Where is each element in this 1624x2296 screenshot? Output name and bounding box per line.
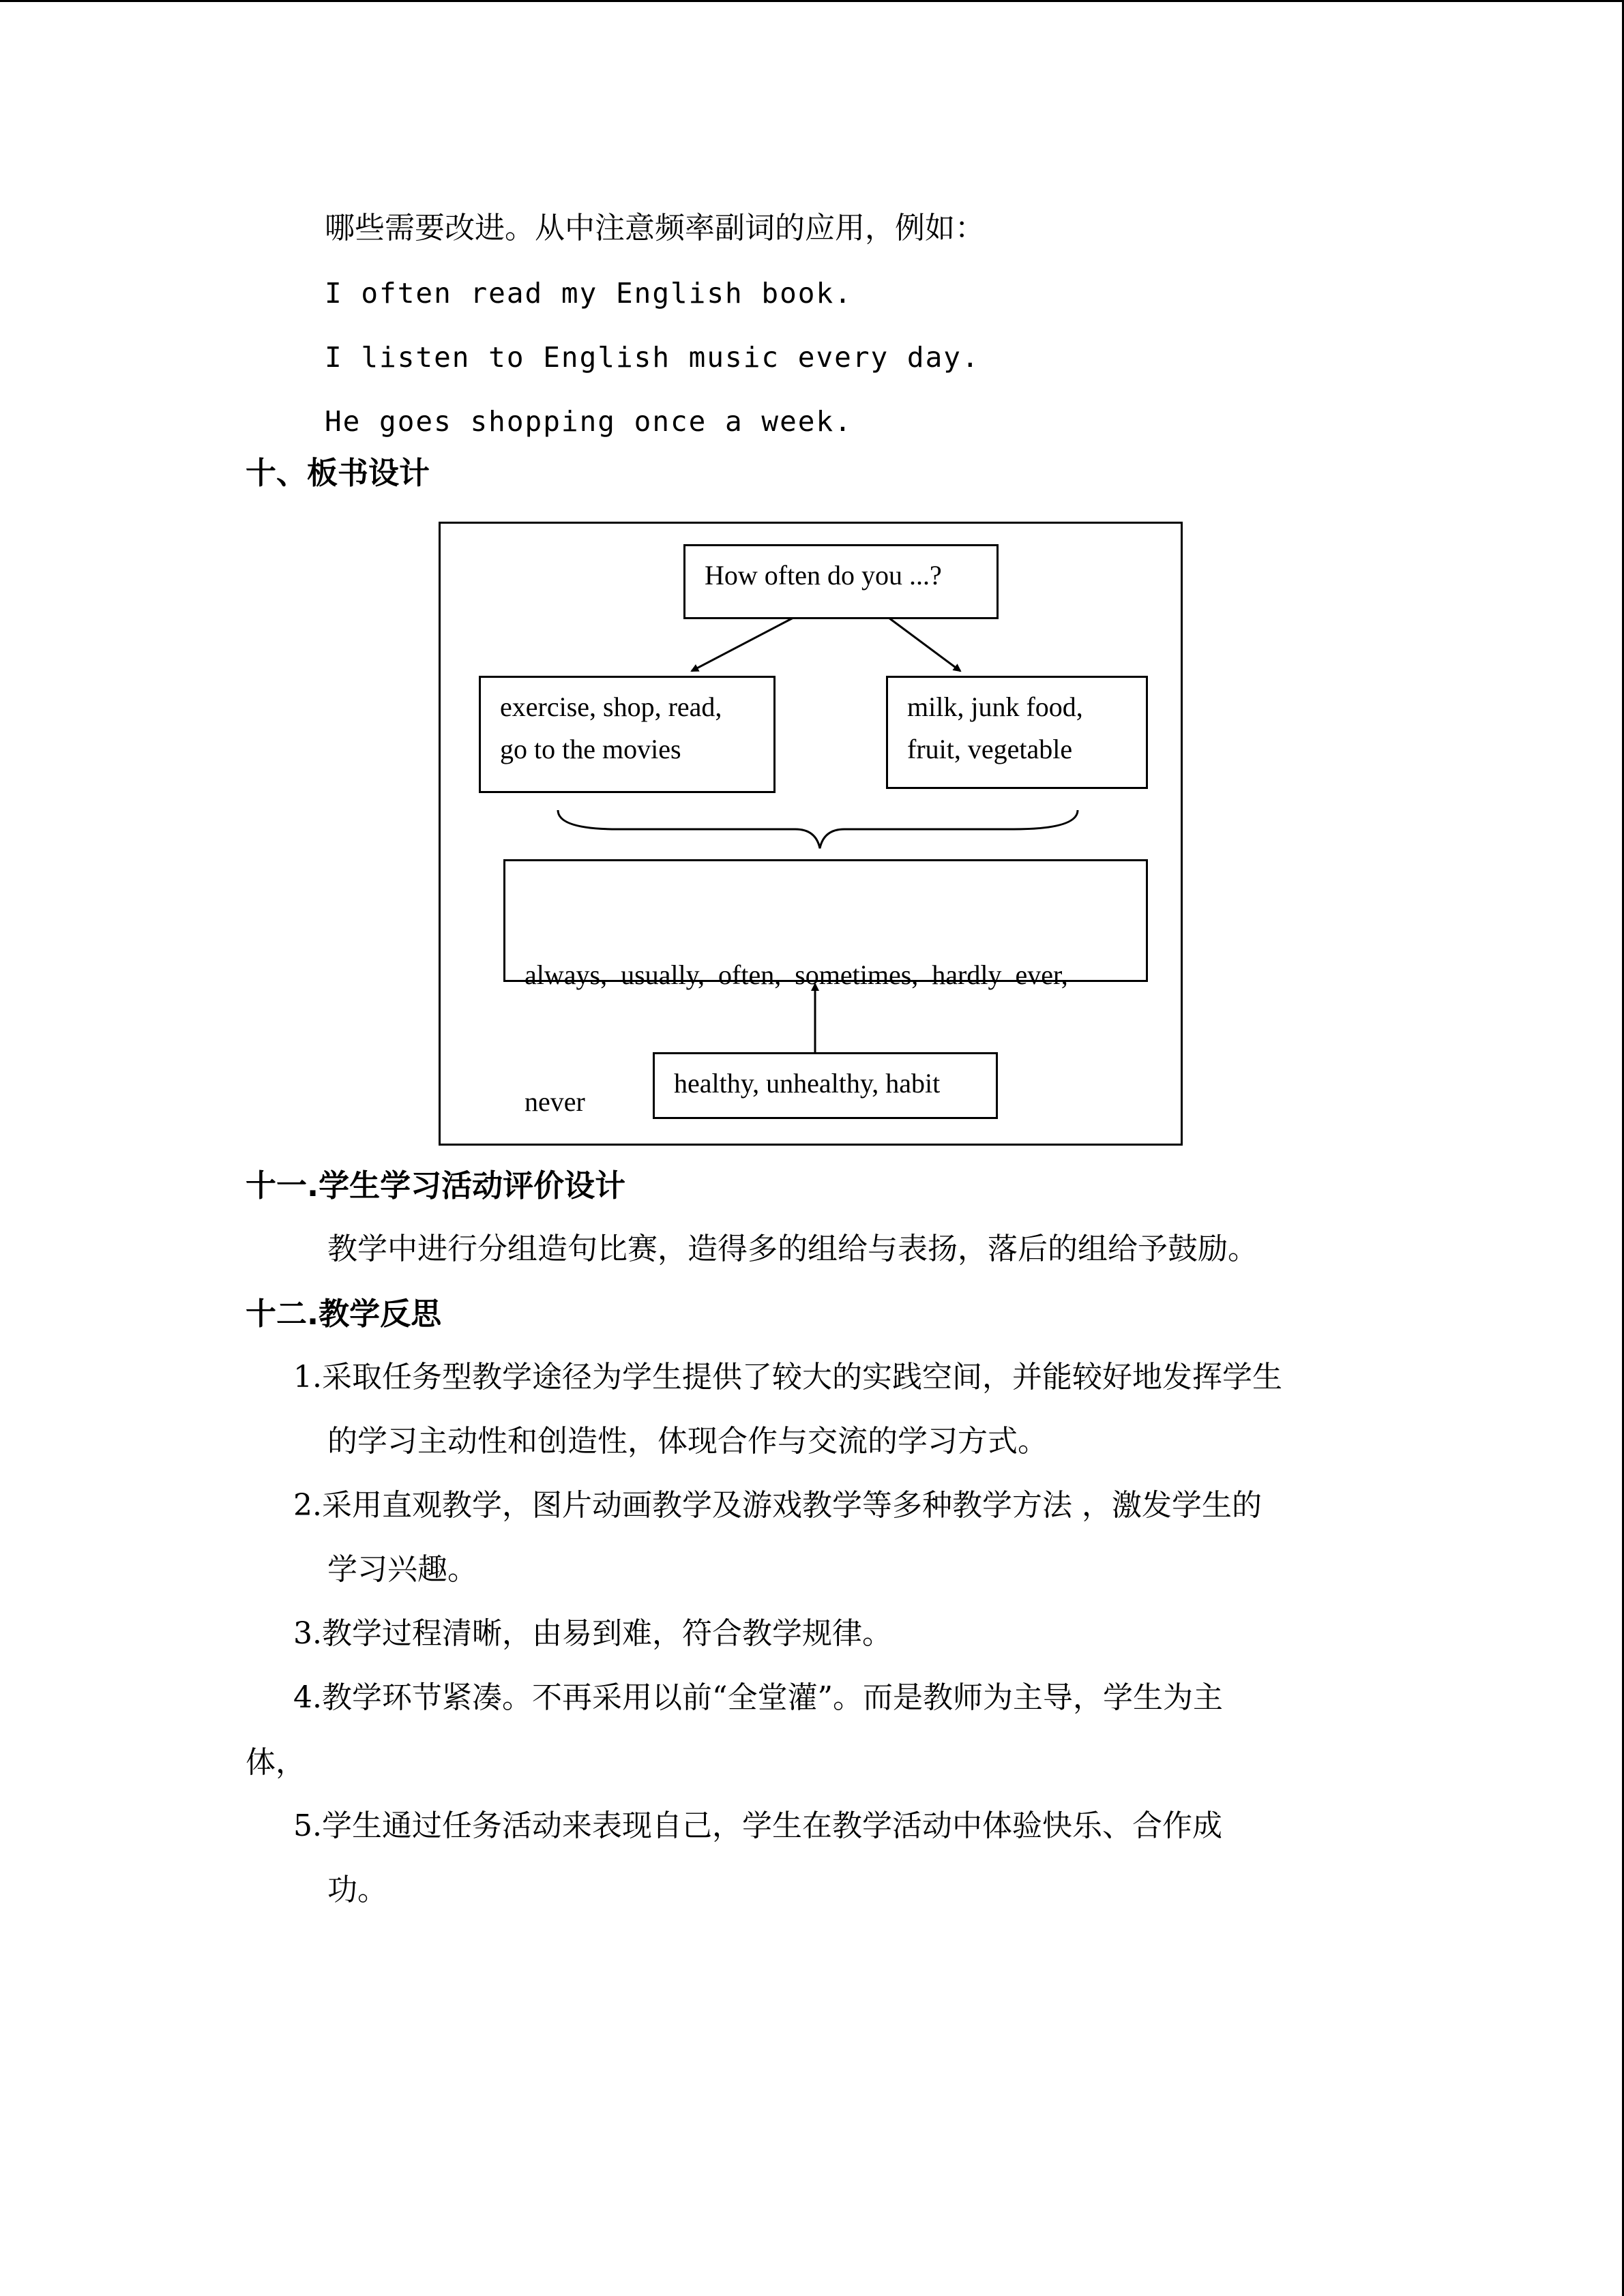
page-top-border [0,0,1624,2]
reflection-item-5-line-2: 功。 [327,1873,387,1907]
reflection-item-2-line-1: 2.采用直观教学，图片动画教学及游戏教学等多种教学方法 ，激发学生的 [293,1488,1262,1523]
reflection-item-4-line-2: 体， [246,1745,306,1780]
adverbs-line-1: always, usually, often, sometimes, hardly ever, [525,959,1068,990]
section-11-heading: 十一.学生学习活动评价设计 [246,1167,626,1204]
reflection-item-4-line-1: 4.教学环节紧凑。不再采用以前“全堂灌”。而是教师为主导，学生为主 [293,1680,1223,1715]
arrow-to-left-box [692,618,793,671]
section-10-heading: 十、板书设计 [246,455,430,491]
reflection-item-5-line-1: 5.学生通过任务活动来表现自己，学生在教学活动中体验快乐、合作成 [293,1808,1222,1843]
activities-line-2: go to the movies [500,734,681,764]
reflection-item-1-line-2: 的学习主动性和创造性，体现合作与交流的学习方式。 [327,1424,1048,1459]
reflection-item-1-line-1: 1.采取任务型教学途径为学生提供了较大的实践空间，并能较好地发挥学生 [293,1360,1282,1395]
activities-box [479,676,776,793]
reflection-item-3: 3.教学过程清晰，由易到难，符合教学规律。 [293,1616,892,1651]
curly-brace [558,810,1078,848]
section-12-heading: 十二.教学反思 [246,1296,442,1332]
activities-line-1: exercise, shop, read, [500,691,722,722]
foods-line-1: milk, junk food, [907,691,1083,722]
health-words-text: healthy, unhealthy, habit [674,1068,941,1099]
reflection-item-2-line-2: 学习兴趣。 [327,1552,477,1587]
foods-line-2: fruit, vegetable [907,734,1073,764]
example-sentence-3: He goes shopping once a week. [325,405,853,438]
intro-line: 哪些需要改进。从中注意频率副词的应用，例如： [325,211,985,245]
arrow-to-right-box [889,618,960,671]
health-words-box [653,1052,998,1119]
adverbs-line-2: never [525,1086,585,1117]
question-text: How often do you ...? [705,560,942,591]
blackboard-design-diagram [439,522,1183,1146]
question-box [683,544,999,619]
example-sentence-2: I listen to English music every day. [325,341,980,374]
foods-box [886,676,1148,789]
section-11-text: 教学中进行分组造句比赛，造得多的组给与表扬，落后的组给予鼓励。 [327,1232,1258,1266]
example-sentence-1: I often read my English book. [325,277,853,310]
